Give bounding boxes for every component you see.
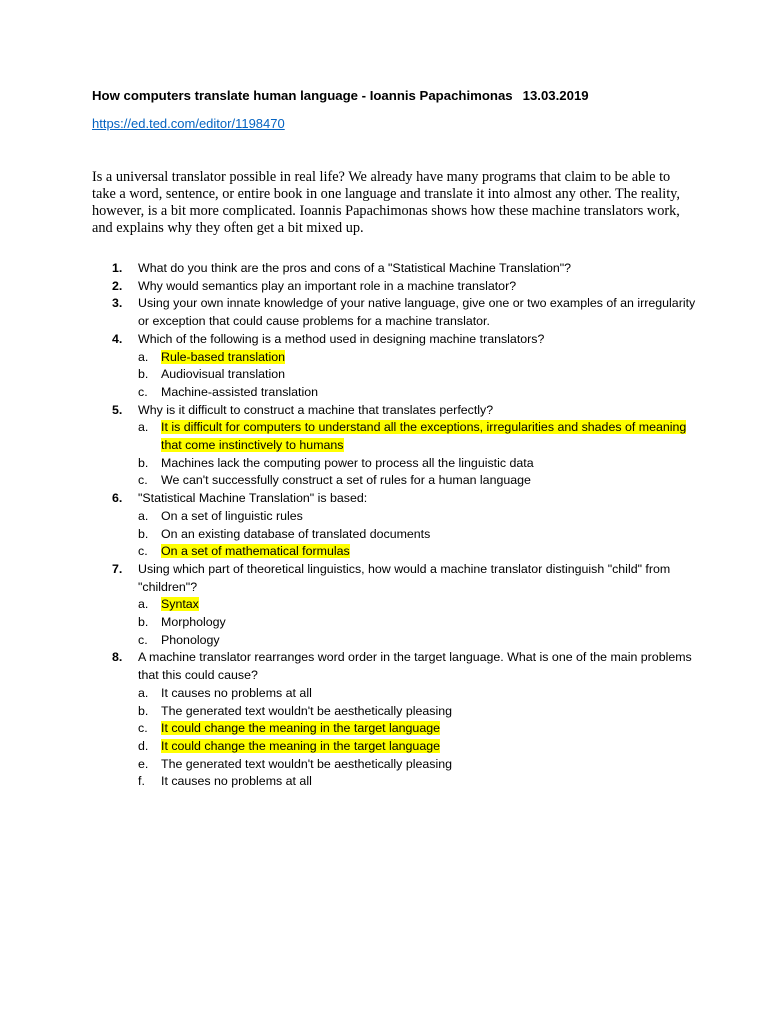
answer-text-highlighted: It could change the meaning in the target language [161, 721, 440, 736]
question-number: 1. [112, 261, 123, 275]
title-text: How computers translate human language - Ioannis Papachimonas [92, 88, 513, 103]
question-item [92, 331, 708, 402]
document-title [92, 87, 708, 105]
answer-letter: e. [138, 756, 149, 771]
answer-text-highlighted: On a set of mathematical formulas [161, 544, 350, 559]
answer-option [138, 384, 708, 402]
answer-text: The generated text wouldn't be aesthetically pleasing [161, 703, 452, 718]
question-text: Which of the following is a method used in designing machine translators? [138, 331, 545, 346]
question-item [92, 490, 708, 561]
answer-letter: f. [138, 774, 145, 789]
answer-text: On an existing database of translated documents [161, 526, 431, 541]
answer-list [138, 685, 708, 791]
answer-text-highlighted: It could change the meaning in the target language [161, 738, 440, 753]
question-number: 2. [112, 278, 123, 293]
answer-option [138, 773, 708, 791]
answer-option [138, 685, 708, 703]
answer-list [138, 419, 708, 490]
answer-text: Machines lack the computing power to process all the linguistic data [161, 455, 534, 470]
question-text: Using which part of theoretical linguistics, how would a machine translator distinguish "child" from "children"? [138, 561, 671, 594]
answer-letter: c. [138, 384, 148, 399]
question-text: "Statistical Machine Translation" is based: [138, 491, 368, 506]
answer-letter: a. [138, 597, 149, 612]
intro-paragraph: Is a universal translator possible in real life? We already have many programs that claim to be able to take a word, sentence, or entire book in one language and translate it into almost any other. The reality, however, is a bit more complicated. Ioannis Papachimonas shows how these machine translators work, and explains why they often get a bit mixed up. [92, 169, 680, 236]
question-number: 6. [112, 491, 123, 506]
answer-letter: a. [138, 349, 149, 364]
answer-option [138, 720, 708, 738]
answer-text: Audiovisual translation [161, 367, 285, 382]
answer-option [138, 596, 708, 614]
question-number: 5. [112, 402, 123, 417]
question-item [92, 295, 708, 330]
ted-ed-link[interactable]: https://ed.ted.com/editor/1198470 [92, 116, 285, 131]
answer-text-highlighted: It is difficult for computers to understand all the exceptions, irregularities and shades of meaning that come instinctively to humans [161, 420, 687, 453]
answer-option [138, 472, 708, 490]
answer-letter: b. [138, 615, 149, 630]
answer-text-highlighted: Syntax [161, 597, 199, 612]
answer-text: It causes no problems at all [161, 685, 312, 700]
answer-letter: c. [138, 632, 148, 647]
answer-letter: b. [138, 367, 149, 382]
answer-letter: d. [138, 738, 149, 753]
answer-text: On a set of linguistic rules [161, 508, 303, 523]
question-item [92, 260, 708, 278]
answer-letter: a. [138, 685, 149, 700]
answer-option [138, 366, 708, 384]
question-number: 3. [112, 296, 123, 311]
question-item [92, 402, 708, 491]
question-item [92, 278, 708, 296]
answer-option [138, 419, 708, 454]
document-date: 13.03.2019 [522, 88, 589, 103]
answer-text: The generated text wouldn't be aesthetically pleasing [161, 756, 452, 771]
answer-list [138, 596, 708, 649]
answer-letter: a. [138, 508, 149, 523]
question-item [92, 649, 708, 791]
question-text: A machine translator rearranges word order in the target language. What is one of the main problems that this could cause? [138, 650, 692, 683]
answer-text: Phonology [161, 632, 220, 647]
question-text: Why would semantics play an important role in a machine translator? [138, 278, 517, 293]
answer-letter: b. [138, 455, 149, 470]
answer-option [138, 632, 708, 650]
answer-letter: c. [138, 544, 148, 559]
answer-option [138, 455, 708, 473]
answer-list [138, 508, 708, 561]
question-text: Using your own innate knowledge of your native language, give one or two examples of an irregularity or exception that could cause problems for a machine translator. [138, 296, 696, 329]
answer-letter: c. [138, 721, 148, 736]
question-item [92, 561, 708, 650]
question-text: What do you think are the pros and cons of a "Statistical Machine Translation"? [138, 261, 572, 275]
answer-option [138, 349, 708, 367]
question-number: 7. [112, 561, 123, 576]
answer-option [138, 508, 708, 526]
answer-text-highlighted: Rule-based translation [161, 349, 285, 364]
answer-list [138, 349, 708, 402]
question-number: 8. [112, 650, 123, 665]
answer-text: We can't successfully construct a set of rules for a human language [161, 473, 531, 488]
answer-text: Morphology [161, 615, 226, 630]
answer-letter: b. [138, 526, 149, 541]
answer-text: It causes no problems at all [161, 774, 312, 789]
answer-option [138, 543, 708, 561]
answer-letter: c. [138, 473, 148, 488]
question-number: 4. [112, 331, 123, 346]
answer-option [138, 703, 708, 721]
answer-option [138, 756, 708, 774]
answer-option [138, 738, 708, 756]
question-text: Why is it difficult to construct a machine that translates perfectly? [138, 402, 494, 417]
answer-option [138, 526, 708, 544]
answer-text: Machine-assisted translation [161, 384, 319, 399]
answer-letter: a. [138, 420, 149, 435]
question-list [92, 260, 708, 791]
answer-option [138, 614, 708, 632]
answer-letter: b. [138, 703, 149, 718]
